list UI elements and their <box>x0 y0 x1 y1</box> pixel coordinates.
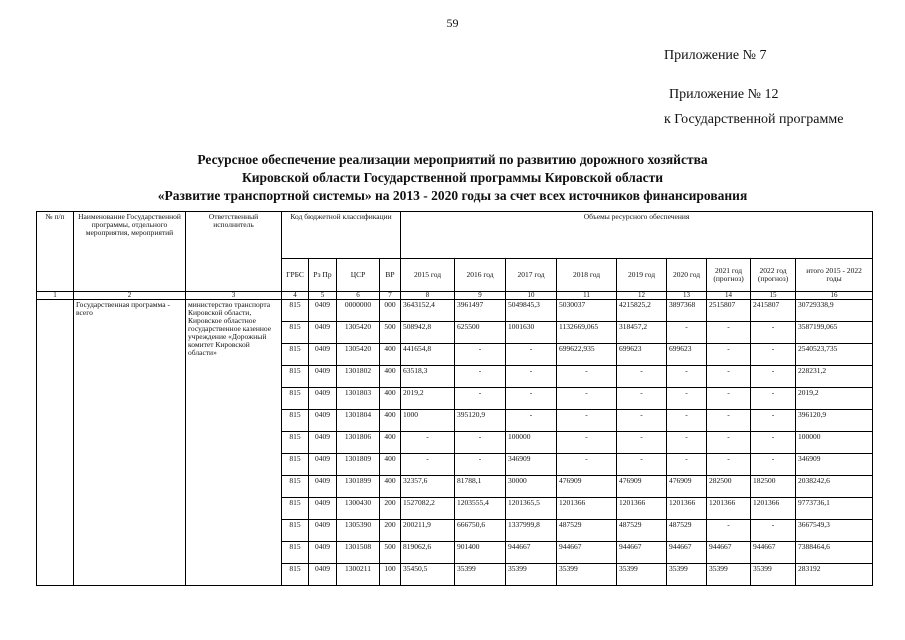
amount-cell: 3587199,065 <box>796 322 873 344</box>
header-name: Наименование Государственной программы, отдельного мероприятия, мероприятий <box>74 212 186 292</box>
amount-cell: 1201366 <box>667 498 707 520</box>
amount-cell: 32357,6 <box>401 476 455 498</box>
code-cell: 815 <box>282 542 309 564</box>
header-year: 2018 год <box>557 259 617 292</box>
amount-cell: - <box>751 344 796 366</box>
amount-cell: 35399 <box>751 564 796 586</box>
amount-cell: 1001630 <box>506 322 557 344</box>
amount-cell: 2038242,6 <box>796 476 873 498</box>
amount-cell: 1000 <box>401 410 455 432</box>
header-volumes: Объемы ресурсного обеспечения <box>401 212 873 259</box>
header-budget-code: Код бюджетной классификации <box>282 212 401 259</box>
amount-cell: - <box>455 432 506 454</box>
amount-cell: 944667 <box>506 542 557 564</box>
amount-cell: 487529 <box>617 520 667 542</box>
code-cell: 0409 <box>309 520 337 542</box>
amount-cell: 487529 <box>667 520 707 542</box>
amount-cell: - <box>557 366 617 388</box>
amount-cell: 944667 <box>707 542 751 564</box>
amount-cell: 228231,2 <box>796 366 873 388</box>
code-cell: 1305420 <box>337 322 380 344</box>
code-cell: 0409 <box>309 388 337 410</box>
code-cell: 0409 <box>309 564 337 586</box>
column-number: 3 <box>186 292 282 300</box>
code-cell: 815 <box>282 520 309 542</box>
amount-cell: 944667 <box>557 542 617 564</box>
code-cell: 200 <box>380 498 401 520</box>
code-cell: 400 <box>380 476 401 498</box>
amount-cell: - <box>707 410 751 432</box>
amount-cell: 182500 <box>751 476 796 498</box>
code-cell: 0409 <box>309 498 337 520</box>
code-cell: 815 <box>282 564 309 586</box>
code-cell: 0000000 <box>337 300 380 322</box>
code-cell: 0409 <box>309 454 337 476</box>
amount-cell: 9773736,1 <box>796 498 873 520</box>
amount-cell: 30000 <box>506 476 557 498</box>
row-number-cell <box>37 300 74 586</box>
header-year: 2017 год <box>506 259 557 292</box>
code-cell: 0409 <box>309 410 337 432</box>
column-number: 10 <box>506 292 557 300</box>
amount-cell: 5030037 <box>557 300 617 322</box>
code-cell: 815 <box>282 410 309 432</box>
column-number: 12 <box>617 292 667 300</box>
amount-cell: - <box>707 454 751 476</box>
amount-cell: 1203555,4 <box>455 498 506 520</box>
column-number: 14 <box>707 292 751 300</box>
amount-cell: 2515807 <box>707 300 751 322</box>
code-cell: 100 <box>380 564 401 586</box>
column-number: 15 <box>751 292 796 300</box>
column-number: 16 <box>796 292 873 300</box>
amount-cell: 901400 <box>455 542 506 564</box>
column-number: 2 <box>74 292 186 300</box>
code-cell: 400 <box>380 410 401 432</box>
amount-cell: 1337999,8 <box>506 520 557 542</box>
amount-cell: - <box>751 322 796 344</box>
amount-cell: 476909 <box>617 476 667 498</box>
amount-cell: 2415807 <box>751 300 796 322</box>
amount-cell: 699622,935 <box>557 344 617 366</box>
document-title-line-1: Ресурсное обеспечение реализации мероприятий по развитию дорожного хозяйства <box>197 152 708 167</box>
code-cell: 815 <box>282 432 309 454</box>
amount-cell: 35399 <box>506 564 557 586</box>
amount-cell: 2019,2 <box>796 388 873 410</box>
column-number: 11 <box>557 292 617 300</box>
amount-cell: 35399 <box>617 564 667 586</box>
amount-cell: - <box>751 388 796 410</box>
amount-cell: - <box>667 366 707 388</box>
header-rzpr: Рз Пр <box>309 259 337 292</box>
code-cell: 200 <box>380 520 401 542</box>
header-csr: ЦСР <box>337 259 380 292</box>
amount-cell: - <box>667 454 707 476</box>
column-number: 8 <box>401 292 455 300</box>
amount-cell: - <box>707 322 751 344</box>
appendix-label-12: Приложение № 12 <box>669 87 779 102</box>
amount-cell: 35399 <box>455 564 506 586</box>
header-year: 2020 год <box>667 259 707 292</box>
amount-cell: - <box>707 344 751 366</box>
header-year: 2021 год (прогноз) <box>707 259 751 292</box>
amount-cell: - <box>707 520 751 542</box>
amount-cell: 1201366 <box>557 498 617 520</box>
header-year: 2016 год <box>455 259 506 292</box>
amount-cell: 2540523,735 <box>796 344 873 366</box>
amount-cell: - <box>751 410 796 432</box>
column-number: 13 <box>667 292 707 300</box>
code-cell: 815 <box>282 476 309 498</box>
amount-cell: 1201366 <box>751 498 796 520</box>
amount-cell: 35450,5 <box>401 564 455 586</box>
amount-cell: - <box>617 410 667 432</box>
amount-cell: 35399 <box>707 564 751 586</box>
amount-cell: 3961497 <box>455 300 506 322</box>
amount-cell: - <box>707 432 751 454</box>
code-cell: 0409 <box>309 366 337 388</box>
code-cell: 1300430 <box>337 498 380 520</box>
amount-cell: 346909 <box>506 454 557 476</box>
amount-cell: 1201366 <box>617 498 667 520</box>
code-cell: 815 <box>282 498 309 520</box>
document-title-line-2: Кировской области Государственной программы Кировской области <box>241 170 664 185</box>
header-total: итого 2015 - 2022 годы <box>796 259 873 292</box>
document-title-line-3: «Развитие транспортной системы» на 2013 - 2020 годы за счет всех источников финансирования <box>157 188 748 203</box>
code-cell: 400 <box>380 388 401 410</box>
amount-cell: - <box>455 454 506 476</box>
column-number: 9 <box>455 292 506 300</box>
amount-cell: 441654,8 <box>401 344 455 366</box>
amount-cell: - <box>455 388 506 410</box>
code-cell: 815 <box>282 344 309 366</box>
amount-cell: - <box>707 366 751 388</box>
amount-cell: 699623 <box>667 344 707 366</box>
amount-cell: 35399 <box>557 564 617 586</box>
code-cell: 500 <box>380 542 401 564</box>
amount-cell: 476909 <box>667 476 707 498</box>
amount-cell: 3643152,4 <box>401 300 455 322</box>
amount-cell: - <box>751 366 796 388</box>
amount-cell: - <box>557 432 617 454</box>
table-row <box>37 300 873 322</box>
code-cell: 1301899 <box>337 476 380 498</box>
amount-cell: - <box>506 410 557 432</box>
code-cell: 1300211 <box>337 564 380 586</box>
amount-cell: - <box>506 344 557 366</box>
amount-cell: 283192 <box>796 564 873 586</box>
header-year: 2019 год <box>617 259 667 292</box>
amount-cell: - <box>667 322 707 344</box>
amount-cell: 625500 <box>455 322 506 344</box>
amount-cell: - <box>557 454 617 476</box>
amount-cell: 944667 <box>751 542 796 564</box>
header-vr: ВР <box>380 259 401 292</box>
code-cell: 815 <box>282 366 309 388</box>
amount-cell: 5049845,3 <box>506 300 557 322</box>
amount-cell: - <box>617 366 667 388</box>
column-number: 7 <box>380 292 401 300</box>
code-cell: 0409 <box>309 322 337 344</box>
amount-cell: - <box>455 344 506 366</box>
code-cell: 815 <box>282 300 309 322</box>
code-cell: 000 <box>380 300 401 322</box>
amount-cell: 35399 <box>667 564 707 586</box>
code-cell: 815 <box>282 322 309 344</box>
amount-cell: - <box>667 410 707 432</box>
header-year: 2022 год (прогноз) <box>751 259 796 292</box>
header-row-1 <box>37 212 873 259</box>
code-cell: 1305390 <box>337 520 380 542</box>
executor-cell: министерство транспорта Кировской области, Кировское областное государственное казенное учреждение «Дорожный комитет Кировской области» <box>186 300 282 586</box>
code-cell: 400 <box>380 454 401 476</box>
code-cell: 400 <box>380 432 401 454</box>
code-cell: 1301508 <box>337 542 380 564</box>
page-number: 59 <box>446 16 459 30</box>
code-cell: 0409 <box>309 432 337 454</box>
amount-cell: 81788,1 <box>455 476 506 498</box>
amount-cell: 200211,9 <box>401 520 455 542</box>
code-cell: 1301804 <box>337 410 380 432</box>
program-name-cell: Государственная программа - всего <box>74 300 186 586</box>
amount-cell: - <box>401 454 455 476</box>
amount-cell: 63518,3 <box>401 366 455 388</box>
amount-cell: - <box>557 388 617 410</box>
amount-cell: - <box>617 388 667 410</box>
appendix-reference: к Государственной программе <box>664 112 844 127</box>
amount-cell: - <box>707 388 751 410</box>
amount-cell: 3667549,3 <box>796 520 873 542</box>
amount-cell: - <box>506 366 557 388</box>
amount-cell: 282500 <box>707 476 751 498</box>
amount-cell: 318457,2 <box>617 322 667 344</box>
amount-cell: - <box>617 454 667 476</box>
amount-cell: 487529 <box>557 520 617 542</box>
amount-cell: 7388464,6 <box>796 542 873 564</box>
amount-cell: 1527082,2 <box>401 498 455 520</box>
amount-cell: 819062,6 <box>401 542 455 564</box>
appendix-label-7: Приложение № 7 <box>664 48 767 63</box>
amount-cell: 666750,6 <box>455 520 506 542</box>
amount-cell: - <box>667 388 707 410</box>
amount-cell: 30729338,9 <box>796 300 873 322</box>
amount-cell: 1201366 <box>707 498 751 520</box>
amount-cell: 395120,9 <box>455 410 506 432</box>
amount-cell: 3897368 <box>667 300 707 322</box>
amount-cell: 2019,2 <box>401 388 455 410</box>
amount-cell: 944667 <box>667 542 707 564</box>
amount-cell: 699623 <box>617 344 667 366</box>
amount-cell: - <box>506 388 557 410</box>
header-year: 2015 год <box>401 259 455 292</box>
code-cell: 1301806 <box>337 432 380 454</box>
code-cell: 0409 <box>309 476 337 498</box>
amount-cell: 944667 <box>617 542 667 564</box>
column-number: 6 <box>337 292 380 300</box>
column-number: 4 <box>282 292 309 300</box>
code-cell: 400 <box>380 344 401 366</box>
code-cell: 0409 <box>309 344 337 366</box>
amount-cell: 100000 <box>506 432 557 454</box>
amount-cell: 396120,9 <box>796 410 873 432</box>
header-executor: Ответственный исполнитель <box>186 212 282 292</box>
amount-cell: 100000 <box>796 432 873 454</box>
header-grbs: ГРБС <box>282 259 309 292</box>
amount-cell: 4215825,2 <box>617 300 667 322</box>
column-number: 1 <box>37 292 74 300</box>
amount-cell: - <box>667 432 707 454</box>
code-cell: 0409 <box>309 300 337 322</box>
code-cell: 1305420 <box>337 344 380 366</box>
code-cell: 1301802 <box>337 366 380 388</box>
amount-cell: - <box>751 454 796 476</box>
amount-cell: - <box>557 410 617 432</box>
amount-cell: - <box>751 520 796 542</box>
amount-cell: 1201365,5 <box>506 498 557 520</box>
amount-cell: - <box>455 366 506 388</box>
column-number: 5 <box>309 292 337 300</box>
column-number-row <box>37 292 873 300</box>
code-cell: 1301803 <box>337 388 380 410</box>
code-cell: 815 <box>282 454 309 476</box>
amount-cell: 476909 <box>557 476 617 498</box>
code-cell: 1301809 <box>337 454 380 476</box>
resource-table <box>36 211 873 586</box>
amount-cell: 508942,8 <box>401 322 455 344</box>
amount-cell: - <box>751 432 796 454</box>
amount-cell: 346909 <box>796 454 873 476</box>
code-cell: 815 <box>282 388 309 410</box>
amount-cell: - <box>401 432 455 454</box>
code-cell: 400 <box>380 366 401 388</box>
code-cell: 500 <box>380 322 401 344</box>
amount-cell: 1132669,065 <box>557 322 617 344</box>
header-num: № п/п <box>37 212 74 292</box>
amount-cell: - <box>617 432 667 454</box>
code-cell: 0409 <box>309 542 337 564</box>
